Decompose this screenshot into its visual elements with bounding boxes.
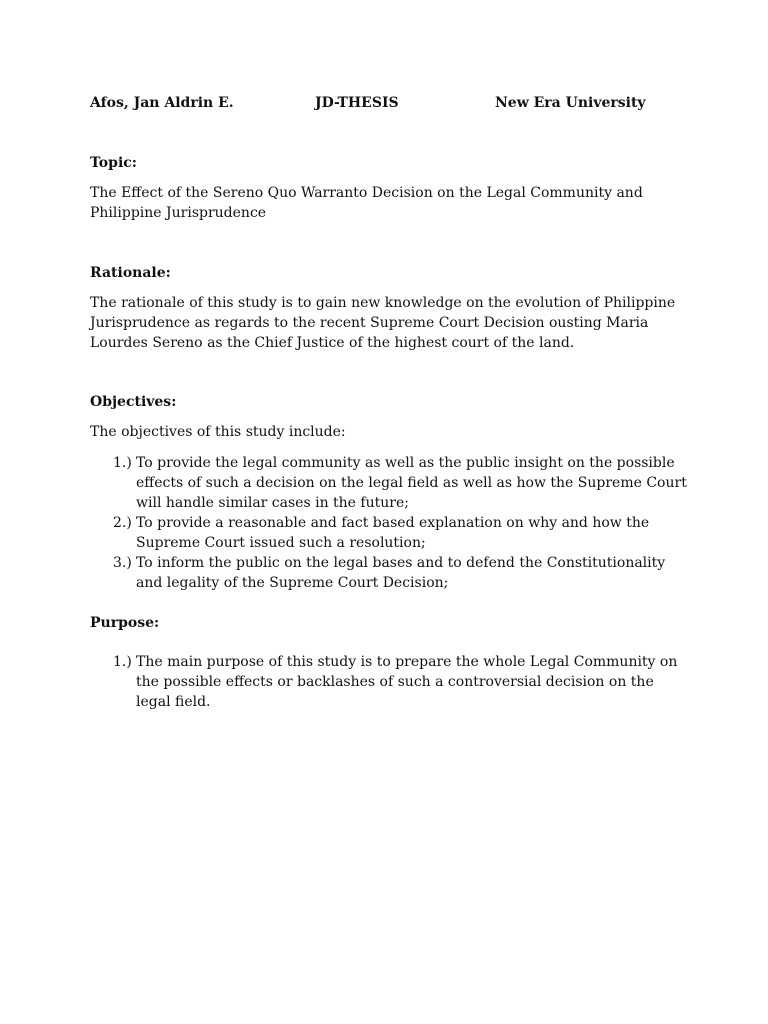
objectives-heading: Objectives: bbox=[90, 394, 177, 410]
list-item bbox=[90, 513, 690, 553]
author-name: Afos, Jan Aldrin E. bbox=[90, 95, 234, 111]
document-header bbox=[90, 93, 690, 113]
list-item-text: To provide the legal community as well as the public insight on the possible effects of such a decision on the legal field as well as how the Supreme Court will handle similar cases in the future; bbox=[136, 455, 687, 511]
objectives-intro: The objectives of this study include: bbox=[90, 424, 346, 440]
purpose-list bbox=[90, 652, 690, 712]
topic-heading: Topic: bbox=[90, 155, 137, 171]
list-item-text: The main purpose of this study is to prepare the whole Legal Community on the possible effects or backlashes of such a controversial decision on the legal field. bbox=[136, 654, 678, 710]
list-item bbox=[90, 453, 690, 513]
list-item-number: 1.) bbox=[113, 455, 132, 471]
course-label: JD-THESIS bbox=[315, 95, 399, 111]
objectives-list bbox=[90, 453, 690, 593]
rationale-heading: Rationale: bbox=[90, 265, 171, 281]
list-item bbox=[90, 652, 690, 712]
purpose-heading: Purpose: bbox=[90, 615, 160, 631]
list-item-text: To provide a reasonable and fact based explanation on why and how the Supreme Court issued such a resolution; bbox=[136, 515, 650, 551]
document-page bbox=[90, 93, 690, 712]
topic-text: The Effect of the Sereno Quo Warranto Decision on the Legal Community and Philippine Jurisprudence bbox=[90, 185, 643, 221]
rationale-text: The rationale of this study is to gain new knowledge on the evolution of Philippine Jurisprudence as regards to the recent Supreme Court Decision ousting Maria Lourdes Sereno as the Chief Justice of the highest court of the land. bbox=[90, 295, 676, 351]
list-item-number: 2.) bbox=[113, 515, 132, 531]
list-item-number: 1.) bbox=[113, 654, 132, 670]
list-item-number: 3.) bbox=[113, 555, 132, 571]
school-name: New Era University bbox=[495, 95, 646, 111]
list-item-text: To inform the public on the legal bases and to defend the Constitutionality and legality of the Supreme Court Decision; bbox=[136, 555, 666, 591]
list-item bbox=[90, 553, 690, 593]
